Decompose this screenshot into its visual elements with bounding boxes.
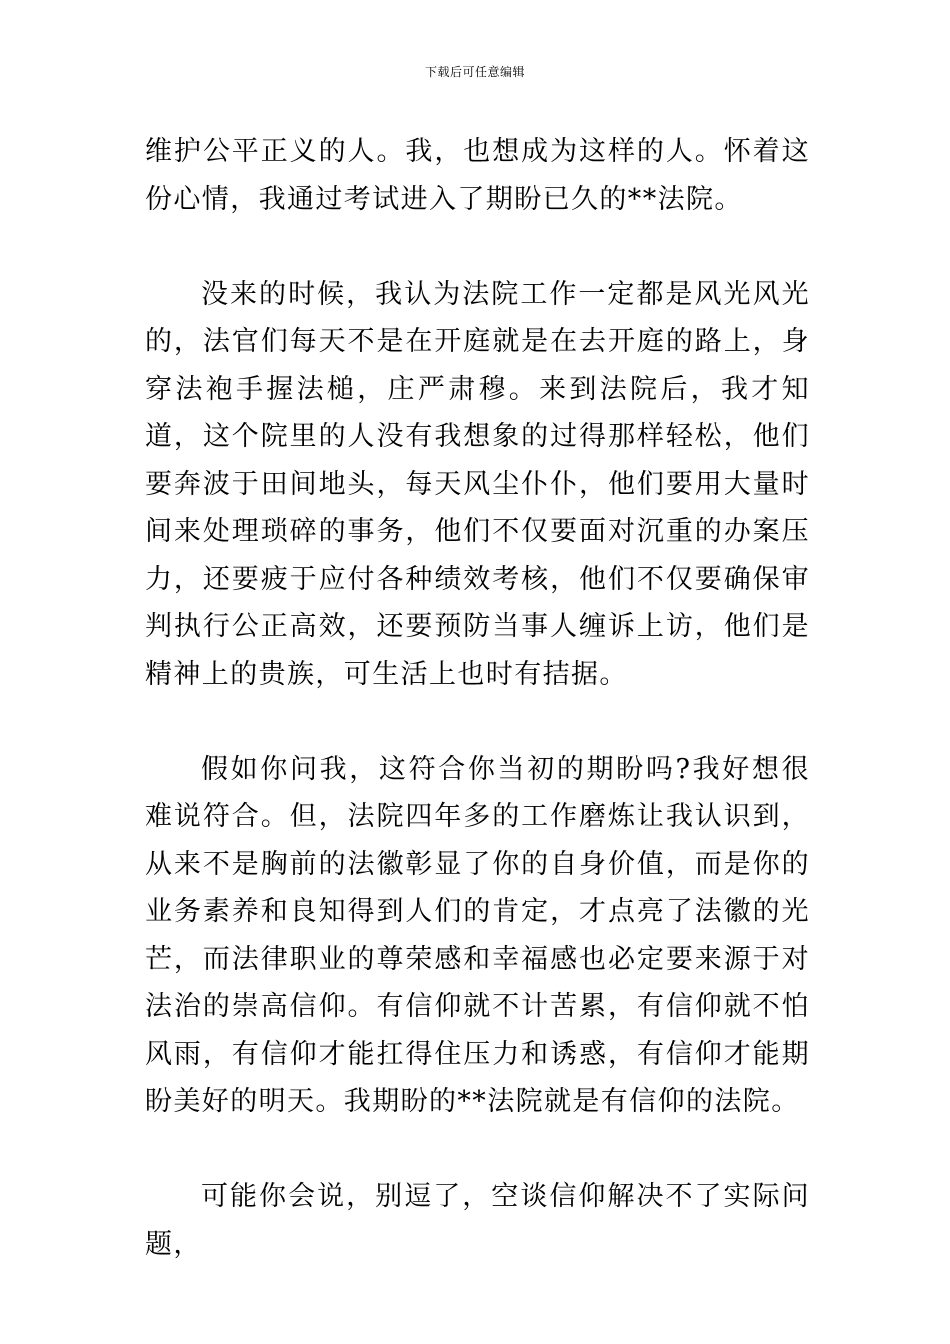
paragraph: 可能你会说，别逗了，空谈信仰解决不了实际问题， <box>145 1181 810 1260</box>
paragraph: 假如你问我，这符合你当初的期盼吗?我好想很难说符合。但，法院四年多的工作磨炼让我认识到，从来不是胸前的法徽彰显了你的自身价值，而是你的业务素养和良知得到人们的肯定，才点亮了法徽的光芒，而法律职业的尊荣感和幸福感也必定要来源于对法治的崇高信仰。有信仰就不计苦累，有信仰就不怕风雨，有信仰才能扛得住压力和诱惑，有信仰才能期盼美好的明天。我期盼的**法院就是有信仰的法院。 <box>145 753 810 1117</box>
page-header-note: 下载后可任意编辑 <box>424 65 525 79</box>
paragraph: 没来的时候，我认为法院工作一定都是风光风光的，法官们每天不是在开庭就是在去开庭的路上，身穿法袍手握法槌，庄严肃穆。来到法院后，我才知道，这个院里的人没有我想象的过得那样轻松，他们要奔波于田间地头，每天风尘仆仆，他们要用大量时间来处理琐碎的事务，他们不仅要面对沉重的办案压力，还要疲于应付各种绩效考核，他们不仅要确保审判执行公正高效，还要预防当事人缠诉上访，他们是精神上的贵族，可生活上也时有拮据。 <box>145 278 810 690</box>
paragraph-continuation: 维护公平正义的人。我，也想成为这样的人。怀着这份心情，我通过考试进入了期盼已久的**法院。 <box>145 136 810 215</box>
document-body <box>145 128 810 1268</box>
